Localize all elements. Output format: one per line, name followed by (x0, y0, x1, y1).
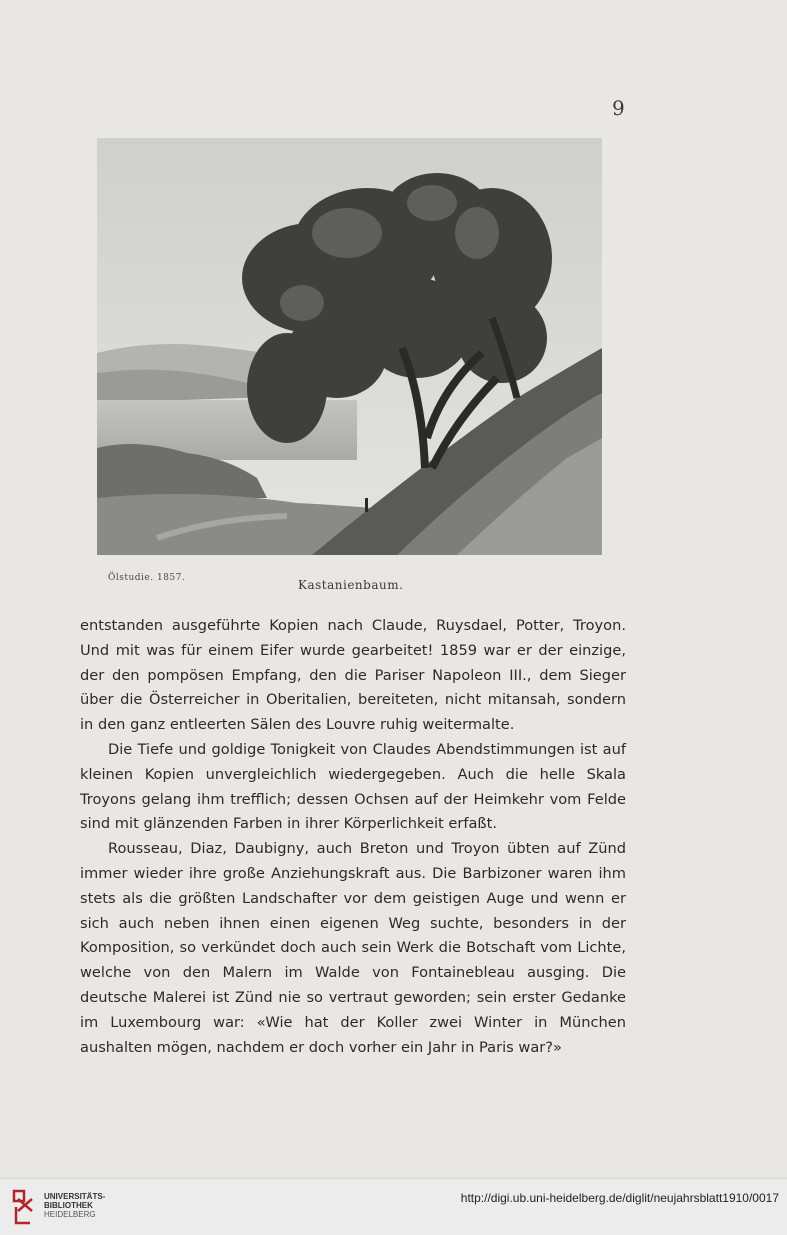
chestnut-tree-plate (97, 138, 602, 555)
chestnut-tree-illustration (97, 138, 602, 555)
plate-caption-study: Ölstudie. 1857. (108, 573, 186, 583)
library-logo-icon (10, 1187, 38, 1227)
library-footer (0, 1178, 787, 1235)
body-text (80, 614, 626, 1060)
page-number: 9 (612, 96, 625, 120)
library-name: UNIVERSITÄTS- BIBLIOTHEK HEIDELBERG (44, 1192, 106, 1219)
plate-caption-title: Kastanienbaum. (298, 578, 404, 592)
paragraph-3: Rousseau, Diaz, Daubigny, auch Breton und Troyon übten auf Zünd immer wieder ihre große Anziehungskraft aus. Die Barbizoner waren ihm stets als die größten Landschafter vor dem geistigen Auge und wenn er sich auch neben ihnen einen eigenen Weg suchte, besonders in der Komposition, so verkündet doch auch sein Werk die Botschaft vom Lichte, welche von den Malern im Walde von Fontainebleau ausging. Die deutsche Malerei ist Zünd nie so vertraut geworden; sein erster Gedanke im Luxembourg war: «Wie hat der Koller zwei Winter in München aushalten mögen, nachdem er doch vorher ein Jahr in Paris war?» (80, 840, 626, 1056)
source-url-link[interactable]: http://digi.ub.uni-heidelberg.de/diglit/neujahrsblatt1910/0017 (460, 1191, 779, 1205)
paragraph-2: Die Tiefe und goldige Tonigkeit von Claudes Abendstimmungen ist auf kleinen Kopien unvergleichlich wiedergegeben. Auch die helle Skala Troyons gelang ihm trefflich; dessen Ochsen auf der Heimkehr vom Felde sind mit glänzenden Farben in ihrer Körperlichkeit erfaßt. (80, 740, 626, 833)
paragraph-1: entstanden ausgeführte Kopien nach Claude, Ruysdael, Potter, Troyon. Und mit was für einem Eifer wurde gearbeitet! 1859 war er der einzige, der den pompösen Empfang, den die Pariser Napoleon III., dem Sieger über die Österreicher in Oberitalien, bereiteten, nicht mitansah, sondern in den ganz entleerten Sälen des Louvre ruhig weitermalte. (80, 617, 626, 734)
